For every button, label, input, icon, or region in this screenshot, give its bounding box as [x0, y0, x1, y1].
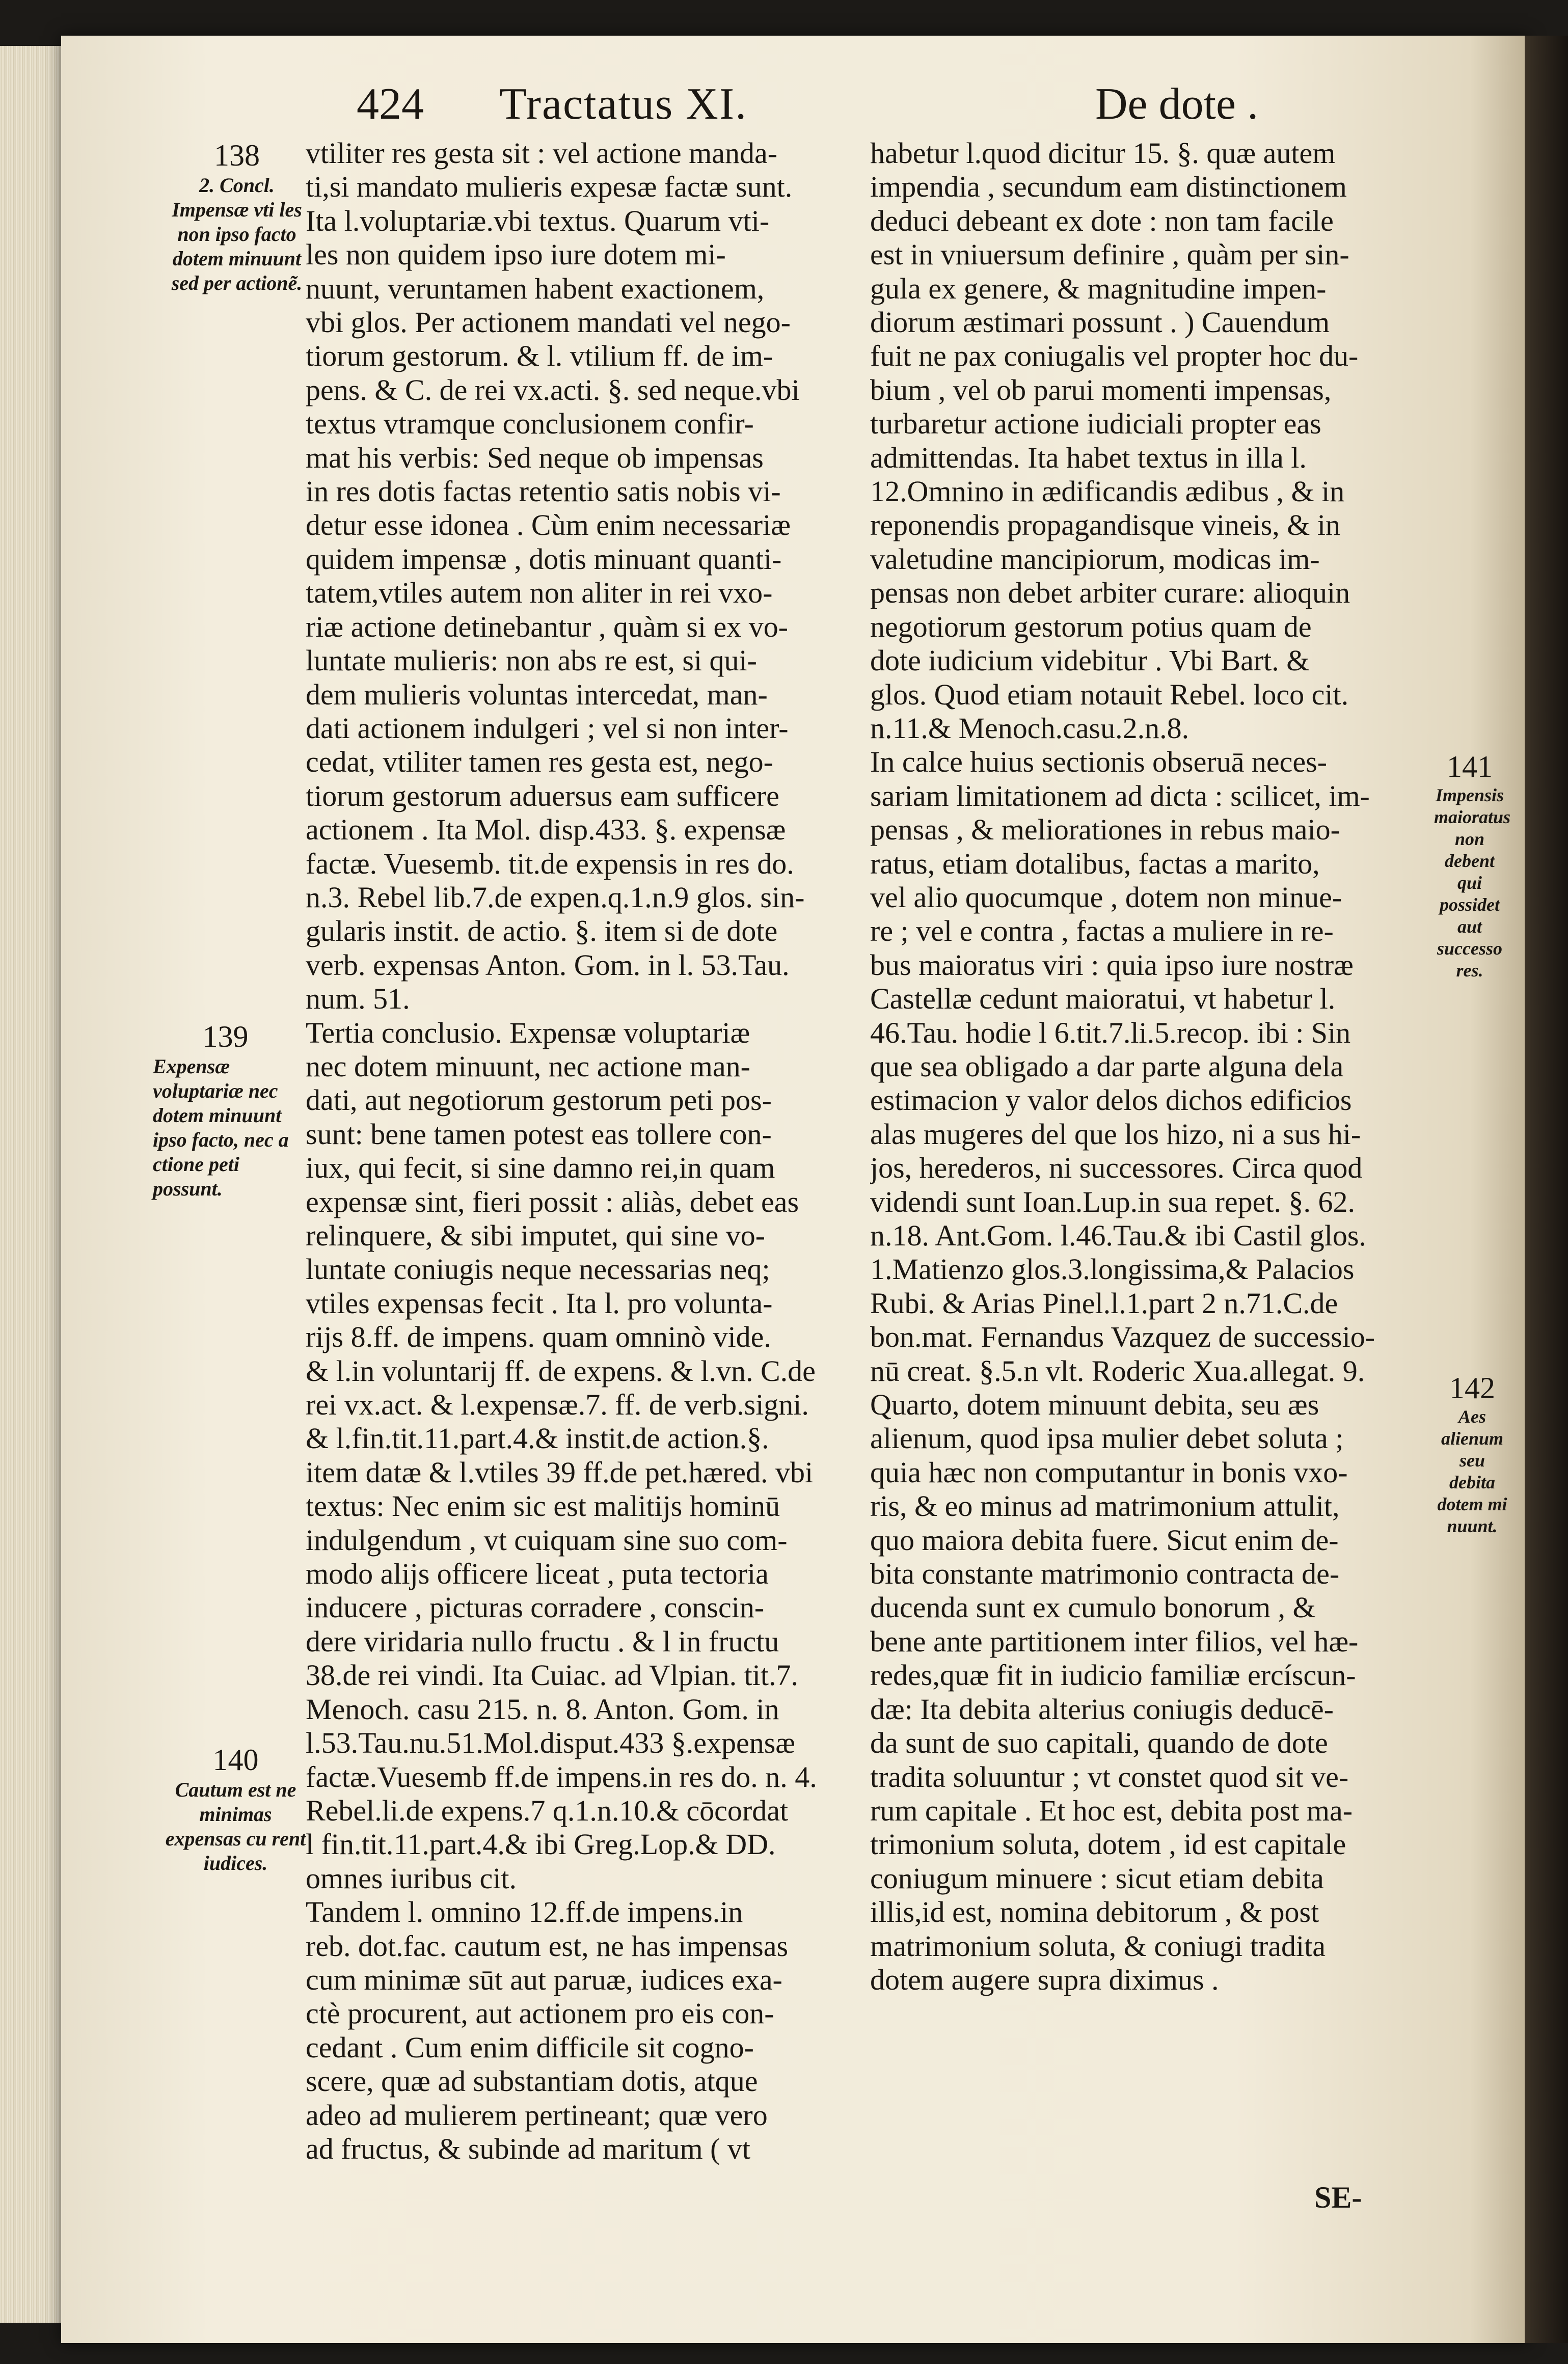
text-line: luntate mulieris: non abs re est, si qui- [306, 644, 757, 677]
text-line: gularis instit. de actio. §. item si de dote [306, 914, 778, 948]
margin-note-text: 2. Concl. Impensæ vti les non ipso facto dotem minuunt sed per actionẽ. [171, 174, 303, 294]
text-line: redes,quæ fit in iudicio familiæ ercíscun- [870, 1659, 1356, 1692]
text-line: re ; vel e contra , factas a muliere in re- [870, 914, 1334, 948]
margin-note-text: Aes alienum seu debita dotem mi nuunt. [1437, 1406, 1507, 1536]
text-line: fuit ne pax coniugalis vel propter hoc du- [870, 339, 1359, 373]
text-line: videndi sunt Ioan.Lup.in sua repet. §. 62. [870, 1185, 1355, 1218]
margin-note-text: Cautum est ne minimas expensas cu rent iudices. [165, 1778, 306, 1874]
text-line: diorum æstimari possunt . ) Cauendum [870, 306, 1330, 339]
text-line: rei vx.act. & l.expensæ.7. ff. de verb.signi. [306, 1388, 809, 1422]
running-section-title: De dote . [1095, 79, 1259, 129]
text-line: matrimonium soluta, & coniugi tradita [870, 1929, 1326, 1963]
text-line: alienum, quod ipsa mulier debet soluta ; [870, 1422, 1344, 1455]
text-line: dotem augere supra diximus . [870, 1963, 1219, 1996]
text-line: adeo ad mulierem pertineant; quæ vero [306, 2098, 768, 2132]
text-line: bon.mat. Fernandus Vazquez de successio- [870, 1320, 1375, 1354]
text-line: rum capitale . Et hoc est, debita post ma- [870, 1794, 1353, 1827]
text-line: num. 51. [306, 982, 410, 1016]
text-line: dote iudicium videbitur . Vbi Bart. & [870, 644, 1310, 677]
text-line: sunt: bene tamen potest eas tollere con- [306, 1117, 772, 1151]
text-line: factæ.Vuesemb ff.de impens.in res do. n. 4. [306, 1760, 817, 1794]
text-line: habetur l.quod dicitur 15. §. quæ autem [870, 137, 1336, 170]
text-line: textus: Nec enim sic est malitijs hominū [306, 1489, 780, 1523]
text-line: 38.de rei vindi. Ita Cuiac. ad Vlpian. tit.7. [306, 1659, 798, 1692]
text-line: admittendas. Ita habet textus in illa l. [870, 441, 1307, 474]
text-line: vel alio quocumque , dotem non minue- [870, 880, 1342, 914]
text-line: glos. Quod etiam notauit Rebel. loco cit. [870, 677, 1349, 711]
text-line: ctè procurent, aut actionem pro eis con- [306, 1997, 774, 2030]
text-line: riæ actione detinebantur , quàm si ex vo- [306, 610, 789, 643]
text-line: omnes iuribus cit. [306, 1861, 517, 1895]
text-line: sariam limitationem ad dicta : scilicet, im- [870, 779, 1370, 812]
text-line: & l.fin.tit.11.part.4.& instit.de action.§. [306, 1422, 769, 1455]
text-line: & l.in voluntarij ff. de expens. & l.vn. C.de [306, 1354, 816, 1388]
margin-note-number: 139 [202, 1020, 249, 1053]
text-line: pensas , & meliorationes in rebus maio- [870, 813, 1340, 847]
running-title: Tractatus XI. [499, 79, 748, 129]
text-line: In calce huius sectionis obseruā neces- [870, 745, 1328, 779]
text-line: iux, qui fecit, si sine damno rei,in quam [306, 1151, 775, 1185]
margin-note-140 [163, 1742, 308, 1876]
text-line: alas mugeres del que los hizo, ni a sus hi- [870, 1117, 1361, 1151]
text-line: l.53.Tau.nu.51.Mol.disput.433 §.expensæ [306, 1726, 795, 1760]
text-line: valetudine mancipiorum, modicas im- [870, 542, 1320, 576]
text-line: Castellæ cedunt maioratui, vt habetur l. [870, 982, 1336, 1016]
left-text-column [306, 137, 856, 2166]
text-line: Tandem l. omnino 12.ff.de impens.in [306, 1895, 743, 1929]
text-line: negotiorum gestorum potius quam de [870, 610, 1312, 643]
text-line: modo alijs officere liceat , puta tectoria [306, 1557, 769, 1591]
text-line: nec dotem minuunt, nec actione man- [306, 1049, 750, 1083]
text-line: textus vtramque conclusionem confir- [306, 407, 754, 441]
margin-note-139 [153, 1019, 298, 1201]
text-line: Rebel.li.de expens.7 q.1.n.10.& cōcordat [306, 1794, 789, 1827]
text-line: dæ: Ita debita alterius coniugis deducē- [870, 1692, 1334, 1726]
text-line: Menoch. casu 215. n. 8. Anton. Gom. in [306, 1692, 779, 1726]
text-line: da sunt de suo capitali, quando de dote [870, 1726, 1328, 1760]
text-line: nū creat. §.5.n vlt. Roderic Xua.allegat. 9. [870, 1354, 1365, 1388]
text-line: illis,id est, nomina debitorum , & post [870, 1895, 1319, 1929]
margin-note-number: 142 [1449, 1371, 1495, 1405]
text-line: cedat, vtiliter tamen res gesta est, nego- [306, 745, 773, 779]
text-line: ti,si mandato mulieris expesæ factæ sunt. [306, 170, 793, 204]
text-line: 1.Matienzo glos.3.longissima,& Palacios [870, 1253, 1355, 1286]
text-line: ad fructus, & subinde ad maritum ( vt [306, 2132, 751, 2165]
text-line: impendia , secundum eam distinctionem [870, 170, 1347, 204]
margin-note-text: Expensæ voluptariæ nec dotem minuunt ipso facto, nec a ctione peti possunt. [153, 1055, 289, 1200]
text-line: Tertia conclusio. Expensæ voluptariæ [306, 1016, 750, 1049]
right-text-column [870, 137, 1446, 1997]
text-line: tatem,vtiles autem non aliter in rei vxo- [306, 576, 773, 610]
text-line: pens. & C. de rei vx.acti. §. sed neque.vbi [306, 373, 800, 406]
text-line: detur esse idonea . Cùm enim necessariæ [306, 508, 791, 542]
text-line: Rubi. & Arias Pinel.l.1.part 2 n.71.C.de [870, 1286, 1338, 1320]
text-line: indulgendum , vt cuiquam sine suo com- [306, 1523, 788, 1557]
text-line: pensas non debet arbiter curare: alioquin [870, 576, 1350, 610]
text-line: factæ. Vuesemb. tit.de expensis in res do. [306, 847, 794, 880]
text-line: tiorum gestorum aduersus eam sufficere [306, 779, 779, 812]
text-line: tradita soluuntur ; vt constet quod sit ve- [870, 1760, 1349, 1794]
text-line: que sea obligado a dar parte alguna dela [870, 1049, 1344, 1083]
text-line: ducenda sunt ex cumulo bonorum , & [870, 1591, 1316, 1624]
text-line: estimacion y valor delos dichos edificios [870, 1083, 1352, 1117]
text-line: reponendis propagandisque vineis, & in [870, 508, 1340, 542]
text-line: quia hæc non computantur in bonis vxo- [870, 1455, 1348, 1489]
text-line: n.11.& Menoch.casu.2.n.8. [870, 711, 1189, 745]
text-line: verb. expensas Anton. Gom. in l. 53.Tau. [306, 948, 790, 982]
text-line: les non quidem ipso iure dotem mi- [306, 238, 726, 271]
page-number: 424 [357, 79, 424, 129]
text-line: item datæ & l.vtiles 39 ff.de pet.hæred. vbi [306, 1455, 814, 1489]
text-line: Ita l.voluptariæ.vbi textus. Quarum vti- [306, 204, 770, 237]
text-line: bita constante matrimonio contracta de- [870, 1557, 1340, 1591]
text-line: vtiles expensas fecit . Ita l. pro volunta- [306, 1286, 773, 1320]
text-line: expensæ sint, fieri possit : aliàs, debet eas [306, 1185, 799, 1218]
text-line: dem mulieris voluntas intercedat, man- [306, 677, 768, 711]
margin-note-number: 141 [1447, 750, 1493, 783]
text-line: 46.Tau. hodie l 6.tit.7.li.5.recop. ibi : Sin [870, 1016, 1351, 1049]
text-line: turbaretur actione iudiciali propter eas [870, 407, 1321, 441]
margin-note-text: Impensis maioratus non debent qui possidet aut successo res. [1434, 785, 1511, 981]
text-line: bene ante partitionem inter filios, vel hæ- [870, 1624, 1359, 1658]
text-line: coniugum minuere : sicut etiam debita [870, 1861, 1324, 1895]
text-line: rijs 8.ff. de impens. quam omninò vide. [306, 1320, 771, 1354]
binding-gutter [1525, 36, 1568, 2343]
text-line: actionem . Ita Mol. disp.433. §. expensæ [306, 813, 786, 847]
text-line: dere viridaria nullo fructu . & l in fructu [306, 1624, 779, 1658]
text-line: nuunt, veruntamen habent exactionem, [306, 271, 765, 305]
text-line: quo maiora debita fuere. Sicut enim de- [870, 1523, 1339, 1557]
text-line: l fin.tit.11.part.4.& ibi Greg.Lop.& DD. [306, 1828, 776, 1861]
text-line: luntate coniugis neque necessarias neq; [306, 1253, 770, 1286]
margin-note-number: 138 [214, 139, 260, 172]
text-line: bium , vel ob parui momenti impensas, [870, 373, 1332, 406]
catchword: SE- [1314, 2181, 1362, 2214]
margin-note-138 [168, 138, 306, 295]
text-line: cedant . Cum enim difficile sit cogno- [306, 2030, 754, 2064]
text-line: n.18. Ant.Gom. l.46.Tau.& ibi Castil glos. [870, 1219, 1366, 1252]
text-line: quidem impensæ , dotis minuant quanti- [306, 542, 782, 576]
text-line: 12.Omnino in ædificandis ædibus , & in [870, 475, 1345, 508]
margin-note-number: 140 [212, 1743, 259, 1777]
text-line: ris, & eo minus ad matrimonium attulit, [870, 1489, 1340, 1523]
text-line: Quarto, dotem minuunt debita, seu æs [870, 1388, 1319, 1422]
text-line: tiorum gestorum. & l. vtilium ff. de im- [306, 339, 773, 373]
text-line: in res dotis factas retentio satis nobis vi- [306, 475, 781, 508]
text-line: inducere , picturas corradere , conscin- [306, 1591, 765, 1624]
text-line: reb. dot.fac. cautum est, ne has impensas [306, 1929, 789, 1963]
text-line: est in vniuersum definire , quàm per sin- [870, 238, 1349, 271]
text-line: deduci debeant ex dote : non tam facile [870, 204, 1334, 237]
text-line: vtiliter res gesta sit : vel actione manda- [306, 137, 778, 170]
text-line: trimonium soluta, dotem , id est capitale [870, 1828, 1346, 1861]
text-line: relinquere, & sibi imputet, qui sine vo- [306, 1219, 766, 1252]
text-line: ratus, etiam dotalibus, factas a marito, [870, 847, 1320, 880]
text-line: gula ex genere, & magnitudine impen- [870, 271, 1327, 305]
text-line: dati actionem indulgeri ; vel si non inter- [306, 711, 789, 745]
margin-note-142 [1437, 1370, 1508, 1537]
text-line: scere, quæ ad substantiam dotis, atque [306, 2064, 758, 2098]
text-line: n.3. Rebel lib.7.de expen.q.1.n.9 glos. sin- [306, 880, 805, 914]
text-line: dati, aut negotiorum gestorum peti pos- [306, 1083, 772, 1117]
text-line: bus maioratus viri : quia ipso iure nostræ [870, 948, 1354, 982]
text-line: vbi glos. Per actionem mandati vel nego- [306, 306, 791, 339]
text-line: jos, herederos, ni successores. Circa quod [870, 1151, 1363, 1185]
text-line: cum minimæ sūt aut paruæ, iudices exa- [306, 1963, 782, 1996]
text-line: mat his verbis: Sed neque ob impensas [306, 441, 764, 474]
